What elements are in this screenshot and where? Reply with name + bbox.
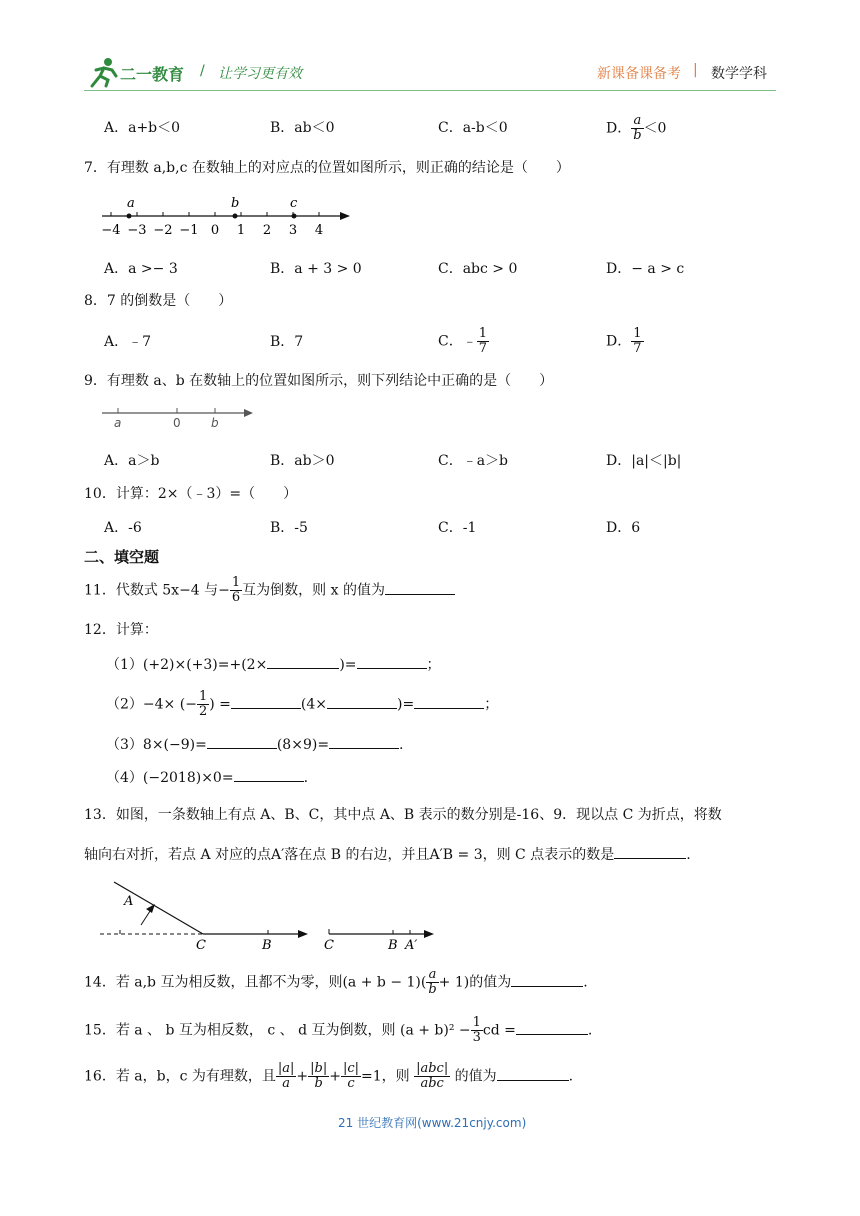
fraction-denominator: b xyxy=(314,1076,323,1091)
q15-text-post: cd = xyxy=(482,1022,516,1039)
q12-p4-text: . xyxy=(303,770,309,786)
q8-option-d-fraction xyxy=(631,327,643,356)
q16: 16．若 a，b，c 为有理数，且 $\frac{|a|}{a}$ + $\frac{|b|}{b}$ + $\frac{|c|}{c}$ =1，则 $\frac{\text{|abc|}}{\text{abc}}$ 的值为 . xyxy=(84,1061,574,1091)
q14-fraction xyxy=(426,968,438,997)
fraction-numerator: |b| xyxy=(310,1061,328,1076)
tick-label: 1 xyxy=(236,223,246,238)
q6-option-b[interactable]: B．ab＜0 xyxy=(270,120,335,136)
fraction-numerator: 1 xyxy=(472,1015,481,1030)
q9-option-b[interactable]: B．ab＞0 xyxy=(270,453,335,469)
q16-fraction-a xyxy=(276,1062,297,1091)
answer-blank[interactable] xyxy=(327,694,397,709)
q16-fraction-b xyxy=(308,1062,329,1091)
q6-option-d-fraction xyxy=(631,114,643,143)
q16-fraction-c xyxy=(341,1062,361,1091)
q7-option-b[interactable]: B．a + 3 > 0 xyxy=(270,261,362,277)
q12-p2-text: (4× xyxy=(300,696,327,713)
q16-text-mid: =1，则 xyxy=(361,1068,410,1085)
q6-option-a[interactable]: A．a+b＜0 xyxy=(104,120,181,136)
fraction-denominator: 3 xyxy=(472,1030,481,1045)
q12-p2-text: （2）−4× xyxy=(106,696,176,713)
q7-option-d[interactable]: D．− a > c xyxy=(606,261,685,277)
q8-stem: 8．7 的倒数是（ ） xyxy=(84,293,233,309)
q12-part-4 xyxy=(106,767,308,787)
q12-p1-text: )= xyxy=(339,657,357,673)
q6-option-c[interactable]: C．a-b＜0 xyxy=(438,120,508,136)
answer-blank[interactable] xyxy=(614,844,686,859)
q12-p2-text: ； xyxy=(484,696,499,713)
fraction-denominator: 7 xyxy=(478,341,487,356)
subject-label: 数学学科 xyxy=(711,66,767,82)
fraction-denominator: abc xyxy=(420,1076,444,1091)
answer-blank[interactable] xyxy=(234,767,304,782)
q12-p3-text: （3）8×(−9)= xyxy=(106,737,207,753)
slogan: 让学习更有效 xyxy=(218,66,302,82)
page-footer[interactable]: 21 世纪教育网(www.21cnjy.com) xyxy=(338,1116,527,1130)
answer-blank[interactable] xyxy=(329,734,399,749)
brand-separator: | xyxy=(693,62,698,78)
fraction-numerator: |abc| xyxy=(416,1061,449,1076)
fraction-numerator: 1 xyxy=(633,326,642,341)
q11-fraction xyxy=(230,576,242,605)
q15-text-end: . xyxy=(587,1022,593,1039)
fig-label-a: A xyxy=(124,894,134,909)
tick-label: −4 xyxy=(101,223,121,238)
fraction-numerator: a xyxy=(426,968,438,983)
q13-line-2 xyxy=(84,844,691,864)
q16-text-pre: 16．若 a，b，c 为有理数，且 xyxy=(84,1068,276,1085)
q12-p2-text: = xyxy=(214,696,231,713)
q7-number-line xyxy=(96,192,356,238)
q12-p4-text: （4）(−2018)×0= xyxy=(106,770,234,786)
q11-text-post: 互为倒数，则 x 的值为 xyxy=(242,582,385,599)
q9-label-a: a xyxy=(114,416,122,430)
q12-stem: 12．计算： xyxy=(84,622,158,638)
q12-part-3 xyxy=(106,734,404,754)
section-title: 二、填空题 xyxy=(84,548,160,566)
q6-option-d-suffix: ＜0 xyxy=(643,120,667,137)
q9-option-d[interactable]: D．|a|＜|b| xyxy=(606,453,682,469)
fraction-numerator: 1 xyxy=(478,326,487,341)
q7-point-a: a xyxy=(127,196,135,211)
answer-blank[interactable] xyxy=(207,734,277,749)
q9-number-line xyxy=(98,402,258,432)
q12-p3-text: (8×9)= xyxy=(276,737,330,753)
answer-blank[interactable] xyxy=(357,654,427,669)
q8-option-d-prefix: D． xyxy=(606,333,632,350)
q12-part-2: （2）−4× (− $\frac{1}{2}$ ) = (4× )= ； xyxy=(106,689,499,719)
logo-text: 二一教育 xyxy=(120,65,185,84)
runner-logo-icon xyxy=(86,56,122,88)
fraction-denominator: a xyxy=(282,1076,291,1091)
q8-option-c-prefix: C．﹣ xyxy=(438,333,477,350)
q14 xyxy=(84,968,588,997)
tick-label: 2 xyxy=(262,223,272,238)
q8-option-c[interactable] xyxy=(438,327,489,356)
q8-option-d[interactable] xyxy=(606,327,644,356)
q6-option-d-prefix: D． xyxy=(606,120,632,137)
q12-p2-text: )= xyxy=(396,696,415,713)
q14-text-end: . xyxy=(583,974,588,991)
q10-option-a[interactable]: A．-6 xyxy=(104,520,142,536)
q10-stem: 10．计算：2×（﹣3）=（ ） xyxy=(84,486,298,502)
fig2-label-b: B xyxy=(388,938,398,952)
q13-line-2-text: 轴向右对折，若点 A 对应的点A′落在点 B 的右边，并且A′B = 3，则 C 点表示的数是 xyxy=(84,847,615,863)
q14-text-pre: 14．若 a,b 互为相反数，且都不为零，则(a + b − 1)( xyxy=(84,974,427,991)
fig2-label-c: C xyxy=(324,938,334,952)
q8-option-a[interactable]: A．﹣7 xyxy=(104,334,152,350)
fraction-denominator: b xyxy=(633,128,642,143)
q16-fraction-abc xyxy=(414,1062,450,1091)
fraction-denominator: 7 xyxy=(633,341,642,356)
fraction-numerator: |a| xyxy=(277,1061,295,1076)
q12-p1-text: ； xyxy=(426,657,441,673)
q16-text-end: . xyxy=(568,1068,574,1085)
q15-text-pre: 15．若 a 、 b 互为相反数， c 、 d 互为倒数，则 (a + b)² − xyxy=(84,1022,471,1039)
fraction-numerator: 1 xyxy=(198,689,208,704)
fraction-denominator: 2 xyxy=(198,704,208,719)
q9-option-c[interactable]: C．﹣a＞b xyxy=(438,453,509,469)
q7-option-a[interactable]: A．a >− 3 xyxy=(104,261,178,277)
q16-text-post: 的值为 xyxy=(454,1068,497,1085)
q13-line-1: 13．如图，一条数轴上有点 A、B、C，其中点 A、B 表示的数分别是-16、9．现以点 C 为折点，将数 xyxy=(84,807,722,823)
q9-label-b: b xyxy=(211,416,219,430)
fraction-denominator: 6 xyxy=(231,590,241,605)
fraction-numerator: a xyxy=(631,114,643,129)
q12-part-1 xyxy=(106,654,441,674)
q7-option-c[interactable]: C．abc > 0 xyxy=(438,261,518,277)
q15 xyxy=(84,1016,592,1045)
q11 xyxy=(84,576,455,605)
q10-option-d[interactable]: D．6 xyxy=(606,520,641,536)
q8-option-b[interactable]: B．7 xyxy=(270,334,304,350)
q15-fraction xyxy=(471,1016,483,1045)
q10-option-c[interactable]: C．-1 xyxy=(438,520,477,536)
fig2-label-a-prime: A′ xyxy=(405,938,418,952)
tick-label: 0 xyxy=(210,223,220,238)
q9-stem: 9．有理数 a、b 在数轴上的位置如图所示，则下列结论中正确的是（ ） xyxy=(84,373,554,389)
answer-blank[interactable] xyxy=(497,1066,569,1081)
q14-text-post: + 1)的值为 xyxy=(438,974,512,991)
slogan-separator: / xyxy=(200,63,205,79)
q7-point-c: c xyxy=(290,196,298,211)
tick-label: −3 xyxy=(127,223,147,238)
answer-blank[interactable] xyxy=(414,694,484,709)
q8-option-c-fraction xyxy=(477,327,489,356)
q11-text-pre: 11．代数式 5x−4 与− xyxy=(84,582,230,599)
answer-blank[interactable] xyxy=(267,654,339,669)
q13-line-2-end: . xyxy=(686,847,691,863)
fraction-denominator: b xyxy=(428,982,437,997)
brand-text: 新课备课备考 xyxy=(597,66,681,82)
header-divider xyxy=(84,90,776,91)
q9-option-a[interactable]: A．a＞b xyxy=(104,453,160,469)
tick-label: −2 xyxy=(153,223,173,238)
answer-blank[interactable] xyxy=(385,580,455,595)
answer-blank[interactable] xyxy=(231,694,301,709)
tick-label: 3 xyxy=(288,223,298,238)
answer-blank[interactable] xyxy=(516,1020,588,1035)
q12-p2-fraction xyxy=(197,690,209,719)
q9-label-zero: 0 xyxy=(173,416,181,430)
answer-blank[interactable] xyxy=(511,972,583,987)
q6-option-d[interactable] xyxy=(606,114,666,143)
q13-fold-figure xyxy=(96,876,441,952)
fig-label-c: C xyxy=(196,938,206,952)
q7-point-b: b xyxy=(231,196,240,211)
fraction-numerator: 1 xyxy=(231,575,241,590)
fraction-denominator: c xyxy=(347,1076,355,1091)
fraction-numerator: |c| xyxy=(342,1061,359,1076)
tick-label: −1 xyxy=(179,223,199,238)
q12-p3-text: . xyxy=(399,737,404,753)
tick-label: 4 xyxy=(314,223,324,238)
fig-label-b: B xyxy=(262,938,272,952)
q10-option-b[interactable]: B．-5 xyxy=(270,520,308,536)
q7-stem: 7．有理数 a,b,c 在数轴上的对应点的位置如图所示，则正确的结论是（ ） xyxy=(84,160,570,176)
q12-p1-text: （1）(+2)×(+3)=+(2× xyxy=(106,657,268,673)
